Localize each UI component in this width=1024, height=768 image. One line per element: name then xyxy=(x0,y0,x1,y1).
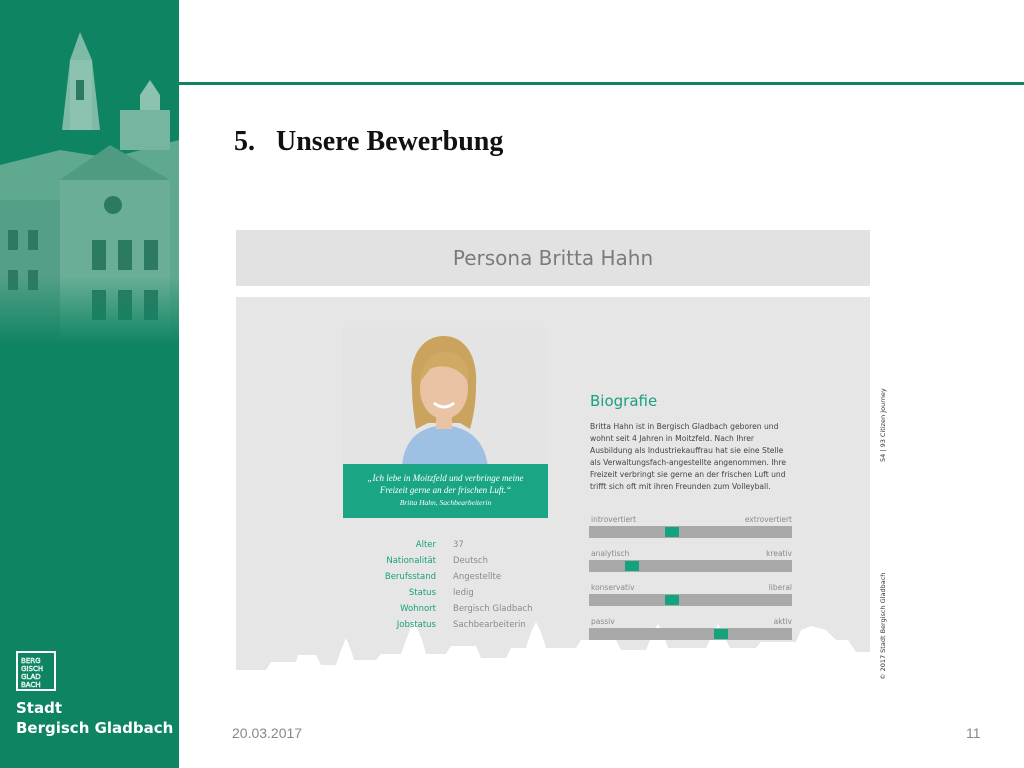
persona-quote: „Ich lebe in Moitzfeld und verbringe meine Freizeit gerne an der frischen Luft.“ xyxy=(367,473,524,495)
fact-row xyxy=(356,540,556,556)
slider-left-label: analytisch xyxy=(591,549,630,558)
slider-labels xyxy=(589,583,792,593)
side-caption-bottom: © 2017 Stadt Bergisch Gladbach xyxy=(879,572,887,680)
facts-table xyxy=(356,540,556,636)
fact-value: ledig xyxy=(453,588,474,598)
footer-date: 20.03.2017 xyxy=(232,725,303,741)
fact-label: Jobstatus xyxy=(396,620,436,630)
fact-label: Alter xyxy=(415,540,436,550)
fact-label: Berufsstand xyxy=(384,572,436,582)
fact-value: Sachbearbeiterin xyxy=(453,620,526,630)
header-rule xyxy=(179,82,1024,85)
slider-track xyxy=(589,526,792,538)
fact-row xyxy=(356,556,556,572)
svg-text:BACH: BACH xyxy=(21,681,41,689)
trait-slider xyxy=(589,549,792,571)
slider-right-label: aktiv xyxy=(773,617,792,626)
city-name xyxy=(16,698,173,738)
slider-labels xyxy=(589,617,792,627)
biography-heading: Biografie xyxy=(590,392,658,410)
slider-left-label: passiv xyxy=(591,617,615,626)
slider-track xyxy=(589,560,792,572)
svg-text:GLAD: GLAD xyxy=(21,673,41,681)
svg-text:GISCH: GISCH xyxy=(21,665,44,673)
city-logo-mark xyxy=(18,653,54,689)
quote-author: Britta Hahn, Sachbearbeiterin xyxy=(399,498,492,507)
fact-row xyxy=(356,620,556,636)
fact-label: Nationalität xyxy=(386,556,436,566)
slider-right-label: liberal xyxy=(768,583,792,592)
fact-value: Deutsch xyxy=(453,556,488,566)
side-caption-top: 54 | 93 Citizen Journey xyxy=(879,388,887,462)
persona-title: Persona Britta Hahn xyxy=(452,246,654,270)
town-hall-image xyxy=(0,0,179,345)
slider-left-label: introvertiert xyxy=(591,515,637,524)
slider-right-label: extrovertiert xyxy=(744,515,792,524)
portrait-image xyxy=(342,327,548,467)
fact-row xyxy=(356,604,556,620)
slider-knob xyxy=(714,629,728,639)
fact-row xyxy=(356,588,556,604)
page-number: 11 xyxy=(966,725,981,741)
svg-text:BERG: BERG xyxy=(21,657,41,665)
persona-header xyxy=(236,230,870,286)
slider-knob xyxy=(665,527,679,537)
quote-box xyxy=(343,464,548,518)
sidebar xyxy=(0,0,179,768)
slide-title: 5. Unsere Bewerbung xyxy=(234,126,504,157)
slider-track xyxy=(589,594,792,606)
slider-right-label: kreativ xyxy=(766,549,792,558)
fact-row xyxy=(356,572,556,588)
biography-text: Britta Hahn ist in Bergisch Gladbach geboren und wohnt seit 4 Jahren in Moitzfeld. Nach Ihrer Ausbildung als Industriekauffrau hat sie eine Stelle als Verwaltungsfach-angestellte angenommen. Ihre Freizeit verbringt sie gerne an der frischen Luft und trifft sich oft mit ihren Freunden zum Volleyball. xyxy=(590,422,786,491)
slider-track xyxy=(589,628,792,640)
city-name-line2: Bergisch Gladbach xyxy=(16,719,174,737)
fact-value: 37 xyxy=(453,540,464,550)
city-name-line1: Stadt xyxy=(16,699,63,717)
fact-value: Bergisch Gladbach xyxy=(453,604,533,614)
trait-slider xyxy=(589,583,792,605)
persona-photo xyxy=(342,327,548,467)
slider-labels xyxy=(589,515,792,525)
city-logo xyxy=(16,651,56,691)
fact-value: Angestellte xyxy=(453,572,502,582)
slider-left-label: konservativ xyxy=(591,583,635,592)
fact-label: Status xyxy=(408,588,436,598)
fact-label: Wohnort xyxy=(400,604,436,614)
persona-panel xyxy=(236,297,870,680)
slider-knob xyxy=(665,595,679,605)
trait-slider xyxy=(589,617,792,639)
trait-slider xyxy=(589,515,792,537)
slider-knob xyxy=(625,561,639,571)
slider-labels xyxy=(589,549,792,559)
